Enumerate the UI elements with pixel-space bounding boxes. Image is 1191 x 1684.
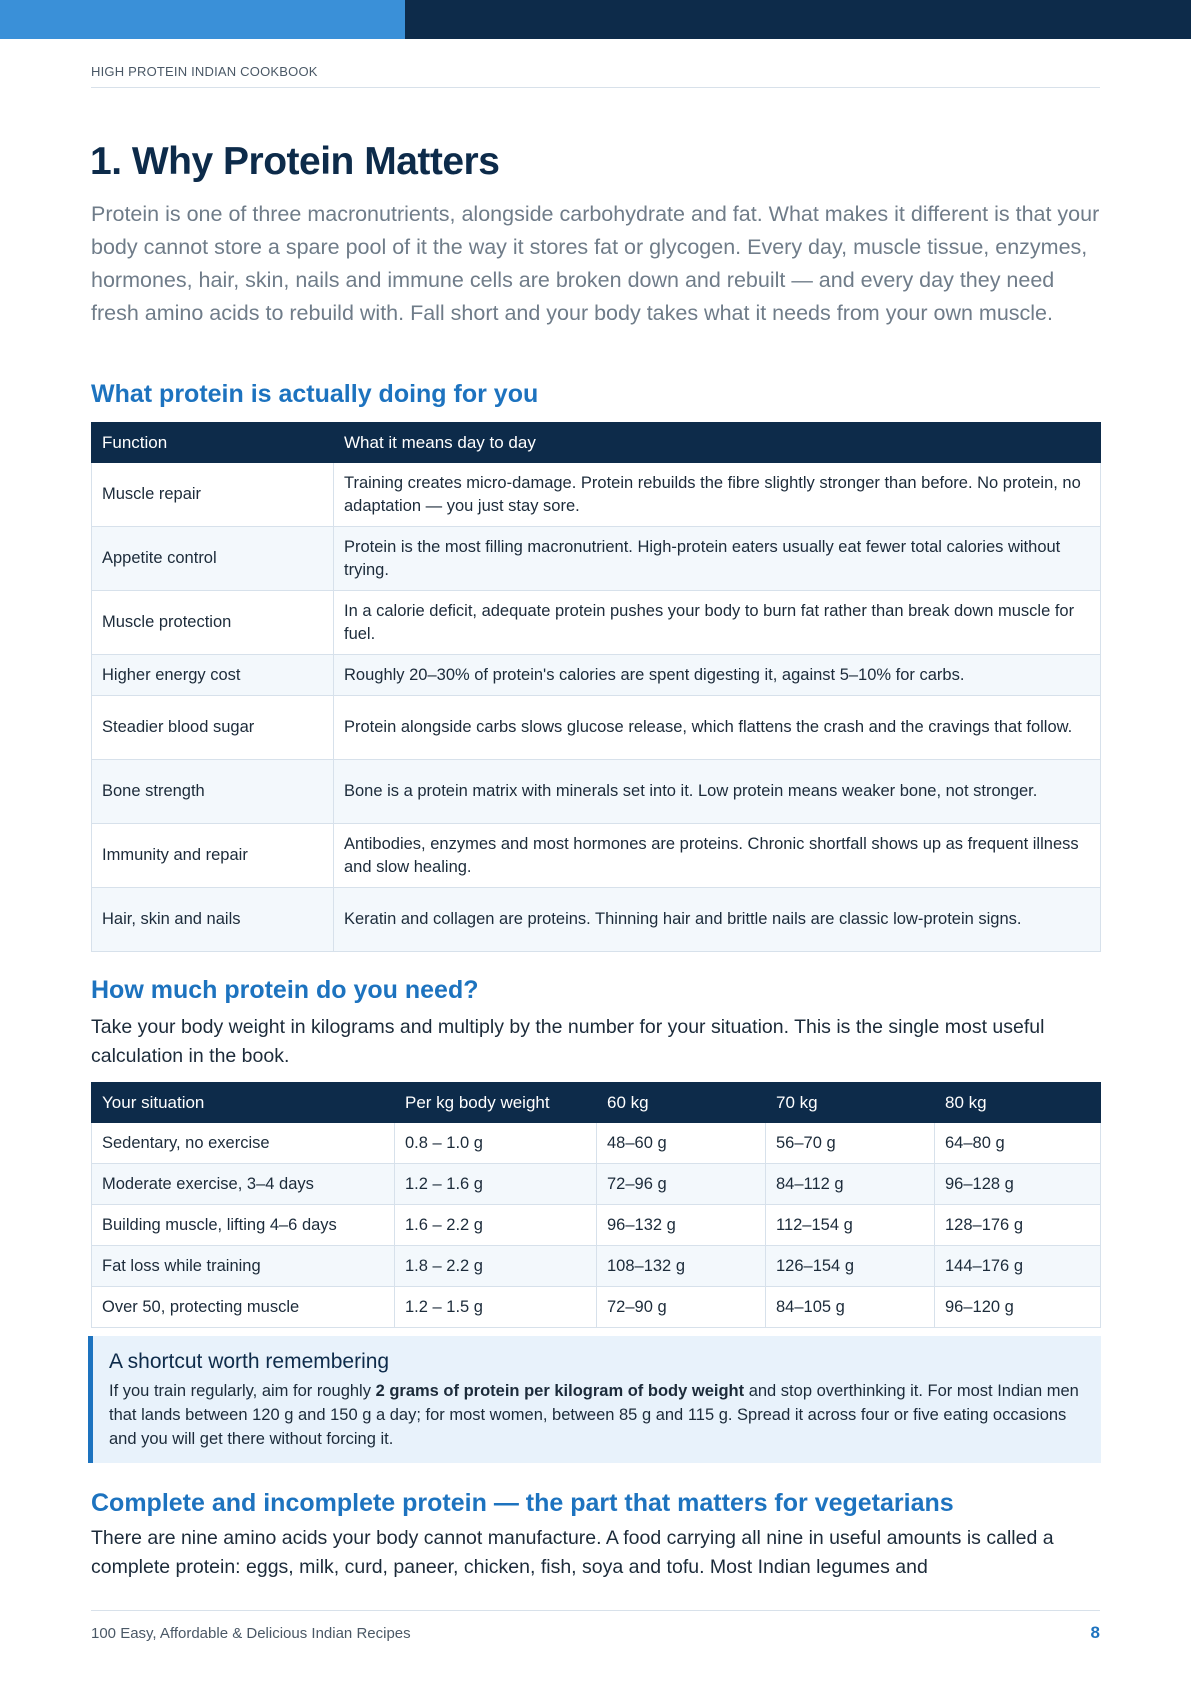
- column-header: 80 kg: [935, 1083, 1101, 1123]
- function-name: Higher energy cost: [92, 655, 334, 696]
- kg80-cell: 96–128 g: [935, 1164, 1101, 1205]
- situation-cell: Over 50, protecting muscle: [92, 1287, 395, 1328]
- column-header: 60 kg: [597, 1083, 766, 1123]
- kg60-cell: 96–132 g: [597, 1205, 766, 1246]
- column-header: 70 kg: [766, 1083, 935, 1123]
- column-header: Function: [92, 423, 334, 463]
- column-header: What it means day to day: [334, 423, 1101, 463]
- table-row: [92, 1246, 1101, 1287]
- functions-heading: What protein is actually doing for you: [91, 380, 539, 408]
- table-row: [92, 1123, 1101, 1164]
- callout-text-lead: If you train regularly, aim for roughly: [109, 1382, 376, 1400]
- table-row: [92, 591, 1101, 655]
- kg70-cell: 84–112 g: [766, 1164, 935, 1205]
- kg80-cell: 144–176 g: [935, 1246, 1101, 1287]
- table-row: [92, 760, 1101, 824]
- table-row: [92, 888, 1101, 952]
- intro-paragraph: Protein is one of three macronutrients, alongside carbohydrate and fat. What makes it different is that your body cannot store a spare pool of it the way it stores fat or glycogen. Every day, muscle tissue, enzymes, hormones, hair, skin, nails and immune cells are broken down and rebuilt — and every day they need fresh amino acids to rebuild with. Fall short and your body takes what it needs from your own muscle.: [91, 202, 1100, 325]
- column-header: Per kg body weight: [395, 1083, 597, 1123]
- per-kg-cell: 0.8 – 1.0 g: [395, 1123, 597, 1164]
- callout-text-tail: and stop overthinking it. For most Indian men that lands between 120 g and 150 g a day; for most women, between 85 g and 115 g. Spread it across four or five eating occasions and you will get there without forcing it.: [109, 1382, 1079, 1448]
- shortcut-callout: [88, 1336, 1101, 1463]
- kg80-cell: 128–176 g: [935, 1205, 1101, 1246]
- footer-subtitle: 100 Easy, Affordable & Delicious Indian Recipes: [91, 1625, 411, 1642]
- table-row: [92, 655, 1101, 696]
- column-header: Your situation: [92, 1083, 395, 1123]
- complete-protein-intro: There are nine amino acids your body cannot manufacture. A food carrying all nine in useful amounts is called a complete protein: eggs, milk, curd, paneer, chicken, fish, soya and tofu. Most Indian legumes and: [91, 1527, 1054, 1578]
- per-kg-cell: 1.2 – 1.5 g: [395, 1287, 597, 1328]
- table-row: [92, 824, 1101, 888]
- table-row: [92, 527, 1101, 591]
- footer-divider: [91, 1610, 1100, 1611]
- function-name: Hair, skin and nails: [92, 888, 334, 952]
- situation-cell: Fat loss while training: [92, 1246, 395, 1287]
- table-row: [92, 1205, 1101, 1246]
- table-row: [92, 1164, 1101, 1205]
- needs-intro: Take your body weight in kilograms and multiply by the number for your situation. This is the single most useful calculation in the book.: [91, 1016, 1045, 1067]
- kg60-cell: 72–96 g: [597, 1164, 766, 1205]
- function-description: Bone is a protein matrix with minerals set into it. Low protein means weaker bone, not stronger.: [334, 760, 1101, 824]
- function-description: Antibodies, enzymes and most hormones are proteins. Chronic shortfall shows up as frequent illness and slow healing.: [334, 824, 1101, 888]
- function-description: Protein is the most filling macronutrient. High-protein eaters usually eat fewer total calories without trying.: [334, 527, 1101, 591]
- kg70-cell: 84–105 g: [766, 1287, 935, 1328]
- function-description: Protein alongside carbs slows glucose release, which flattens the crash and the cravings that follow.: [334, 696, 1101, 760]
- page-number: 8: [1090, 1623, 1100, 1642]
- situation-cell: Building muscle, lifting 4–6 days: [92, 1205, 395, 1246]
- situation-cell: Sedentary, no exercise: [92, 1123, 395, 1164]
- kg60-cell: 72–90 g: [597, 1287, 766, 1328]
- top-banner-accent: [0, 0, 405, 39]
- function-description: Keratin and collagen are proteins. Thinning hair and brittle nails are classic low-protein signs.: [334, 888, 1101, 952]
- needs-heading: How much protein do you need?: [91, 976, 479, 1004]
- function-name: Appetite control: [92, 527, 334, 591]
- kg70-cell: 112–154 g: [766, 1205, 935, 1246]
- kg70-cell: 126–154 g: [766, 1246, 935, 1287]
- callout-title: A shortcut worth remembering: [109, 1350, 390, 1373]
- functions-table: [91, 422, 1101, 952]
- header-divider: [91, 87, 1100, 88]
- kg80-cell: 64–80 g: [935, 1123, 1101, 1164]
- function-description: In a calorie deficit, adequate protein pushes your body to burn fat rather than break down muscle for fuel.: [334, 591, 1101, 655]
- complete-protein-heading: Complete and incomplete protein — the part that matters for vegetarians: [91, 1489, 954, 1517]
- protein-needs-table: [91, 1082, 1101, 1328]
- function-description: Training creates micro-damage. Protein rebuilds the fibre slightly stronger than before. No protein, no adaptation — you just stay sore.: [334, 463, 1101, 527]
- function-name: Muscle repair: [92, 463, 334, 527]
- function-name: Steadier blood sugar: [92, 696, 334, 760]
- per-kg-cell: 1.6 – 2.2 g: [395, 1205, 597, 1246]
- function-name: Bone strength: [92, 760, 334, 824]
- per-kg-cell: 1.8 – 2.2 g: [395, 1246, 597, 1287]
- running-header: HIGH PROTEIN INDIAN COOKBOOK: [91, 64, 318, 79]
- needs-table-header: [92, 1083, 1101, 1123]
- kg60-cell: 108–132 g: [597, 1246, 766, 1287]
- kg70-cell: 56–70 g: [766, 1123, 935, 1164]
- callout-emphasis: 2 grams of protein per kilogram of body weight: [375, 1382, 745, 1400]
- function-name: Immunity and repair: [92, 824, 334, 888]
- function-description: Roughly 20–30% of protein's calories are spent digesting it, against 5–10% for carbs.: [334, 655, 1101, 696]
- functions-table-header: [92, 423, 1101, 463]
- table-row: [92, 463, 1101, 527]
- function-name: Muscle protection: [92, 591, 334, 655]
- situation-cell: Moderate exercise, 3–4 days: [92, 1164, 395, 1205]
- table-row: [92, 696, 1101, 760]
- kg80-cell: 96–120 g: [935, 1287, 1101, 1328]
- page-title: 1. Why Protein Matters: [90, 140, 500, 183]
- kg60-cell: 48–60 g: [597, 1123, 766, 1164]
- table-row: [92, 1287, 1101, 1328]
- per-kg-cell: 1.2 – 1.6 g: [395, 1164, 597, 1205]
- callout-text: [109, 1379, 1083, 1451]
